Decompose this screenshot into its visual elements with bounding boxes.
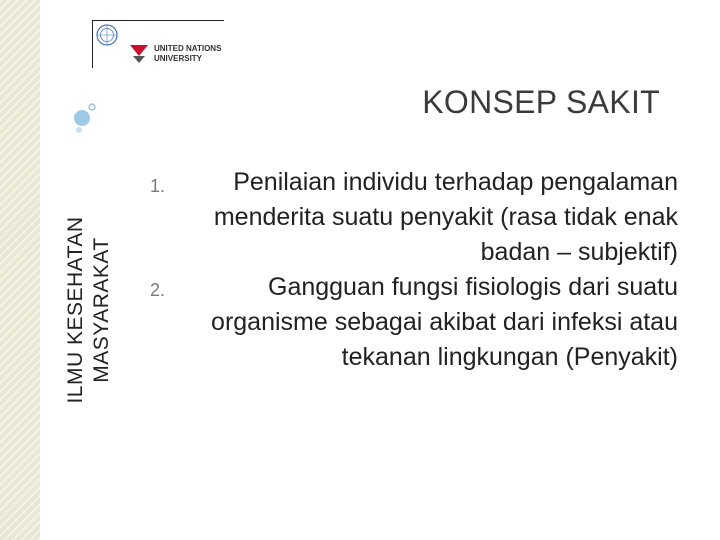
slide-title: KONSEP SAKIT	[422, 84, 660, 120]
list-item-text: Gangguan fungsi fisiologis dari suatu organisme sebagai akibat dari infeksi atau tekanan lingkungan (Penyakit)	[211, 273, 678, 371]
logo-frame-horizontal-rule	[92, 20, 224, 21]
decorative-side-band	[0, 0, 40, 540]
side-title-line-1: ILMU KESEHATAN	[64, 216, 87, 404]
unu-mark-icon	[128, 42, 150, 64]
unu-wordmark-line-2: UNIVERSITY	[154, 54, 203, 63]
unu-wordmark-line-1: UNITED NATIONS	[154, 44, 222, 53]
decorative-bubbles	[70, 98, 110, 138]
list-item	[150, 165, 678, 270]
logo-frame-vertical-rule	[92, 20, 93, 68]
definition-list	[150, 165, 678, 375]
vertical-side-title	[44, 160, 134, 470]
un-emblem-icon	[96, 24, 118, 46]
side-title-line-2: MASYARAKAT	[90, 237, 113, 383]
list-item-text: Penilaian individu terhadap pengalaman menderita suatu penyakit (rasa tidak enak badan – subjektif)	[213, 168, 678, 266]
list-item-number: 2.	[150, 280, 166, 300]
unu-wordmark	[154, 44, 221, 64]
list-item-number: 1.	[150, 176, 166, 196]
list-item	[150, 270, 678, 375]
